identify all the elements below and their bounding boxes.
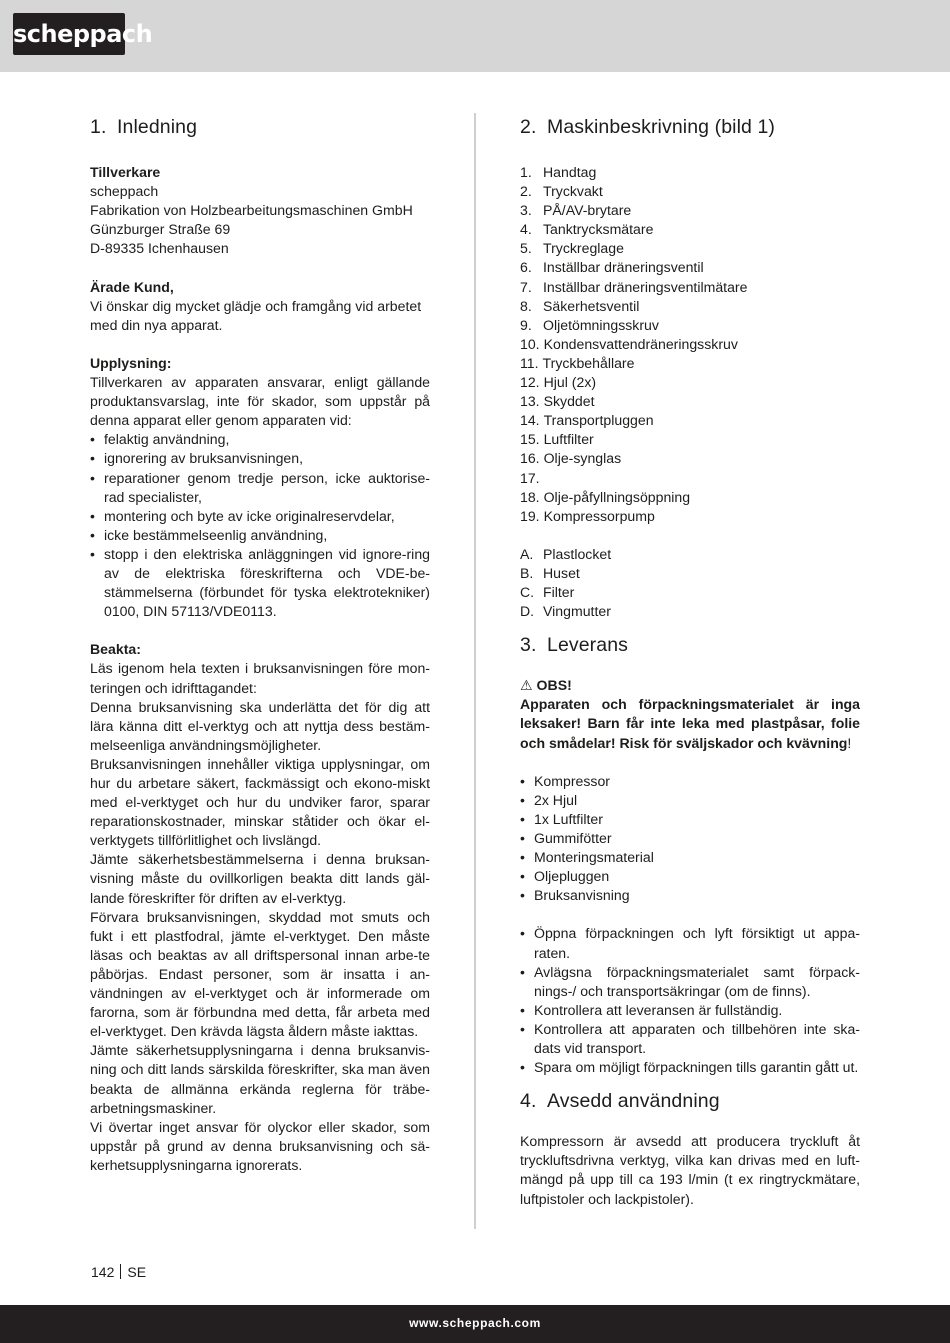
- usage-text: Kompressorn är avsedd att producera tryckluft åt tryckluftsdrivna verktyg, vilka kan drivas med en luft-mängd på upp till ca 193 l/min (t ex ringtryckmätare, luftpistoler och lackpistoler).: [520, 1133, 860, 1207]
- note-paragraph: Jämte säkerhetsupplysningarna i denna bruksanvis-ning och ditt lands särskilda föreskrifter, ska man även beakta de allmänna erkända reglerna för träbe-arbetningsmaskiner.: [90, 1042, 430, 1116]
- right-column: [520, 112, 860, 1209]
- note-paragraph: Läs igenom hela texten i bruksanvisningen före mon-teringen och idrifttagandet:: [90, 660, 430, 696]
- list-item: • Kompressor: [520, 772, 860, 791]
- section-2-heading: 2. Maskinbeskrivning (bild 1): [520, 116, 776, 138]
- note-paragraph: Jämte säkerhetsbestämmelserna i denna bruksan-visning måste du ovillkorligen beakta ditt lands gäl-lande föreskrifter för driften av el-verktyg.: [90, 851, 430, 906]
- list-item: • reparationer genom tredje person, icke auktorise-rad specialister,: [90, 469, 430, 507]
- list-item: 8. Säkerhetsventil: [520, 297, 640, 314]
- list-item: 1. Handtag: [520, 164, 597, 180]
- manufacturer-line: D-89335 Ichenhausen: [90, 240, 229, 257]
- page-number: 142 SE: [91, 1264, 147, 1280]
- list-item: 4. Tanktrycksmätare: [520, 221, 654, 238]
- list-item: 16. Olje-synglas: [520, 450, 622, 467]
- note-label: Beakta:: [90, 641, 141, 658]
- left-column: [90, 112, 430, 1175]
- list-item: • Bruksanvisning: [520, 886, 860, 905]
- list-item: B. Huset: [520, 564, 580, 581]
- list-item: 14. Transportpluggen: [520, 412, 654, 429]
- list-item: 2. Tryckvakt: [520, 183, 603, 200]
- note-paragraph: Bruksanvisningen innehåller viktiga upplysningar, om hur du arbetare säkert, fackmässigt och ekono-miskt med el-verktyget och hur du undviker faror, sparar reparationskostnader, minskar ståtider och ökar el-verktygets tillförlitlighet och livslängd.: [90, 755, 430, 849]
- list-item: 10. Kondensvattendräneringsskruv: [520, 335, 738, 352]
- column-divider: [474, 113, 476, 1229]
- manufacturer-line: Günzburger Straße 69: [90, 221, 231, 238]
- parts-list: [520, 163, 860, 335]
- list-item: A. Plastlocket: [520, 545, 612, 562]
- scheppach-logo: scheppach: [13, 13, 125, 55]
- unpack-list: [520, 924, 860, 1077]
- section-3-heading: 3. Leverans: [520, 634, 629, 657]
- note-paragraph: Förvara bruksanvisningen, skyddad mot smuts och fukt i ett plastfodral, jämte el-verktyget. Den måste läsas och beaktas av all driftspersonal innan arbe-te påbörjas. Endast personer, som är insatta i an-vändningen av el-verktyget och är informerade om farorna, som är förbundna med detta, får arbeta med el-verktyget. Den krävda lägsta åldern måste iakttas.: [90, 908, 430, 1040]
- note-paragraph: Denna bruksanvisning ska underlätta det för dig att lära känna ditt el-verktyg och att nyttja dess bestäm-melseenliga användningsmöjligheter.: [90, 698, 430, 753]
- parts-list-continued: [520, 335, 860, 526]
- list-item: 13. Skyddet: [520, 393, 595, 410]
- list-item: • Spara om möjligt förpackningen tills garantin gått ut.: [520, 1058, 860, 1077]
- list-item: • montering och byte av icke originalreservdelar,: [90, 507, 430, 526]
- manufacturer-line: Fabrikation von Holzbearbeitungsmaschinen GmbH: [90, 202, 413, 219]
- list-item: • felaktig användning,: [90, 430, 430, 449]
- list-item: 18. Olje-påfyllningsöppning: [520, 488, 691, 505]
- list-item: • 1x Luftfilter: [520, 810, 860, 829]
- list-item: 9. Oljetömningsskruv: [520, 316, 659, 333]
- list-item: 19. Kompressorpump: [520, 507, 655, 524]
- header-bar: [0, 0, 950, 72]
- list-item: 7. Inställbar dräneringsventilmätare: [520, 278, 748, 295]
- manufacturer-label: Tillverkare: [90, 164, 161, 180]
- warning-label: ⚠ OBS!: [520, 677, 572, 694]
- filter-parts-list: [520, 545, 860, 621]
- list-item: • Öppna förpackningen och lyft försiktigt ut appa-raten.: [520, 924, 860, 962]
- list-item: 5. Tryckreglage: [520, 240, 624, 257]
- list-item: 3. PÅ/AV-brytare: [520, 202, 632, 219]
- list-item: • icke bestämmelseenlig användning,: [90, 526, 430, 545]
- list-item: • Gummifötter: [520, 829, 860, 848]
- list-item: 6. Inställbar dräneringsventil: [520, 259, 704, 276]
- list-item: C. Filter: [520, 584, 575, 601]
- list-item: 17.: [520, 469, 540, 486]
- website-link[interactable]: www.scheppach.com: [409, 1316, 541, 1330]
- list-item: 11. Tryckbehållare: [520, 354, 635, 371]
- greeting-text: Vi önskar dig mycket glädje och framgång vid arbetet med din nya apparat.: [90, 297, 422, 333]
- list-item: • stopp i den elektriska anläggningen vid ignore-ring av de elektriska föreskrifterna och VDE-be-stämmelserna (förbundet för tyska elektrotekniker) 0100, DIN 57113/VDE0113.: [90, 545, 430, 621]
- list-item: 12. Hjul (2x): [520, 374, 597, 391]
- manufacturer-line: scheppach: [90, 183, 159, 200]
- info-text: Tillverkaren av apparaten ansvarar, enligt gällande produktansvarslag, inte för skador, som uppstår på denna apparat eller genom apparaten vid:: [90, 374, 430, 429]
- list-item: • ignorering av bruksanvisningen,: [90, 449, 430, 468]
- delivery-list: [520, 772, 860, 906]
- greeting-label: Ärade Kund,: [90, 278, 174, 295]
- list-item: • Monteringsmaterial: [520, 848, 860, 867]
- list-item: D. Vingmutter: [520, 603, 611, 620]
- info-label: Upplysning:: [90, 354, 172, 371]
- list-item: • Kontrollera att apparaten och tillbehören inte ska-dats vid transport.: [520, 1020, 860, 1058]
- warning-text: Apparaten och förpackningsmaterialet är inga leksaker! Barn får inte leka med plastpåsar, folie och smådelar! Risk för sväljskador och kvävning!: [520, 696, 860, 751]
- note-paragraph: Vi övertar inget ansvar för olyckor eller skador, som uppstår på grund av denna bruksanvisning och sä-kerhetsupplysningarna ignorerats.: [90, 1118, 430, 1173]
- list-item: • Kontrollera att leveransen är fullständig.: [520, 1001, 860, 1020]
- list-item: • Oljepluggen: [520, 867, 860, 886]
- list-item: 15. Luftfilter: [520, 431, 594, 448]
- list-item: • 2x Hjul: [520, 791, 860, 810]
- section-1-heading: 1. Inledning: [90, 116, 198, 138]
- list-item: • Avlägsna förpackningsmaterialet samt förpack-nings-/ och transportsäkringar (om de finns).: [520, 963, 860, 1001]
- section-4-heading: 4. Avsedd användning: [520, 1090, 720, 1113]
- info-list: [90, 430, 430, 621]
